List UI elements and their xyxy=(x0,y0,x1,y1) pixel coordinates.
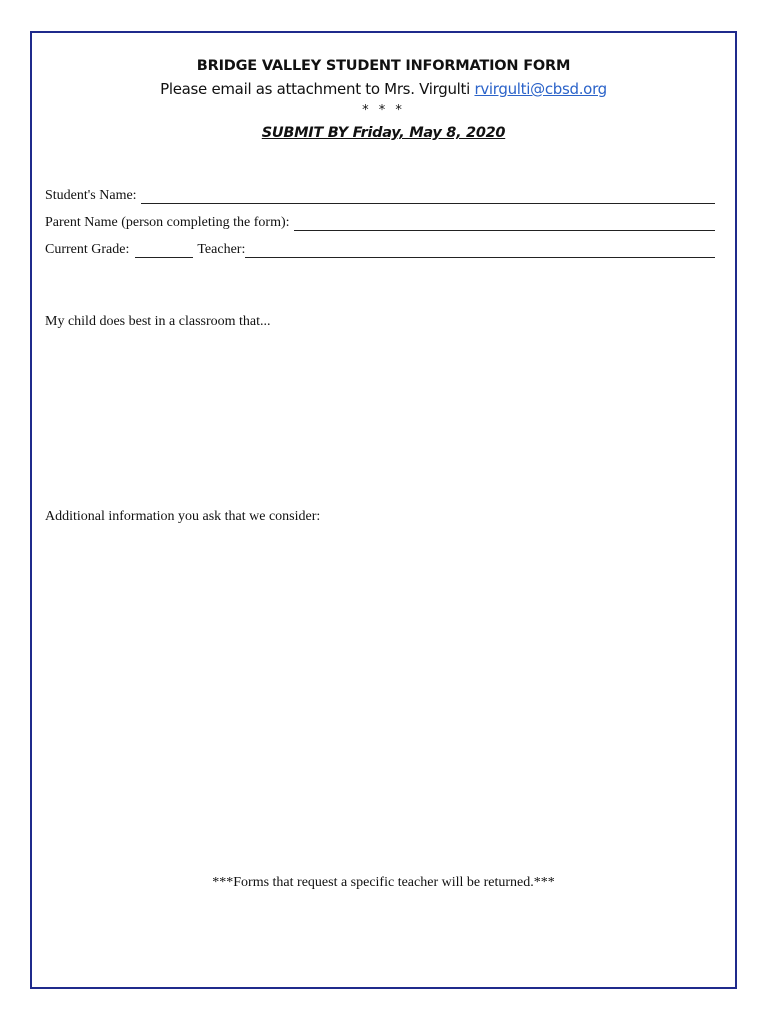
student-name-line[interactable] xyxy=(141,191,715,204)
teacher-line[interactable] xyxy=(245,245,715,258)
email-instruction xyxy=(32,80,735,98)
parent-name-line[interactable] xyxy=(294,218,715,231)
submit-deadline: SUBMIT BY Friday, May 8, 2020 xyxy=(261,125,506,141)
separator-stars: * * * xyxy=(362,103,405,118)
student-name-label: Student's Name: xyxy=(45,188,137,203)
footer-note: ***Forms that request a specific teacher will be returned.*** xyxy=(212,875,555,890)
additional-info-prompt: Additional information you ask that we consider: xyxy=(45,509,321,524)
parent-name-row xyxy=(45,215,715,231)
current-grade-label: Current Grade: xyxy=(45,242,130,257)
student-name-row xyxy=(45,188,715,204)
instruction-text: Please email as attachment to Mrs. Virgulti xyxy=(160,80,475,98)
form-title: BRIDGE VALLEY STUDENT INFORMATION FORM xyxy=(196,58,571,74)
parent-name-label: Parent Name (person completing the form): xyxy=(45,215,290,230)
email-link[interactable]: rvirgulti@cbsd.org xyxy=(474,80,607,98)
teacher-label: Teacher: xyxy=(197,242,246,257)
classroom-prompt: My child does best in a classroom that... xyxy=(45,314,271,329)
current-grade-line[interactable] xyxy=(135,245,193,258)
grade-teacher-row xyxy=(45,242,715,258)
